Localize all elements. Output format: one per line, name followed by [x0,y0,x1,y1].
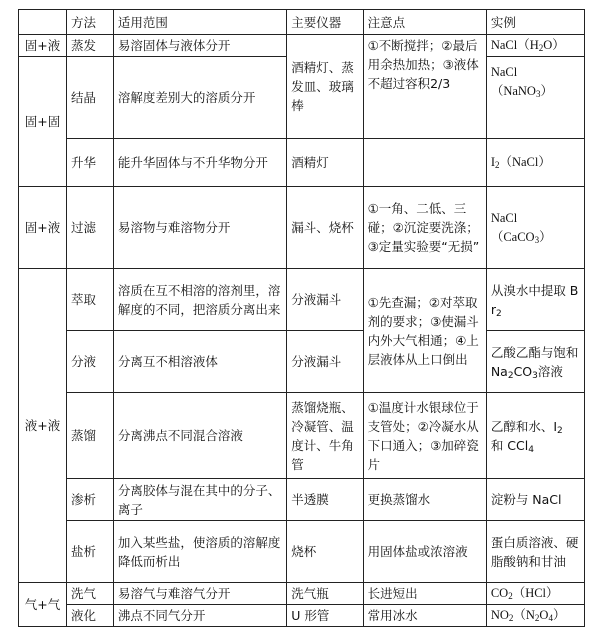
example-cell: 蛋白质溶液、硬脂酸钠和甘油 [486,521,584,583]
table-row-separation [19,331,585,393]
group-solid-solid: 固+固 [19,57,67,187]
method-cell: 洗气 [66,583,113,605]
scope-cell: 易溶物与难溶物分开 [113,187,286,269]
scope-cell: 溶解度差别大的溶质分开 [113,57,286,139]
scope-cell: 分离沸点不同混合溶液 [113,393,286,479]
table-row-gas-washing [19,583,585,605]
example-cell: 乙酸乙酯与饱和 $Na_2CO_3$溶液 [486,331,584,393]
example-cell: $NO_2(N_2O_4)$ [486,605,584,627]
table-row-distillation [19,393,585,479]
table-row-sublimation [19,139,585,187]
instruments-cell: 烧杯 [287,521,363,583]
instruments-cell: 分液漏斗 [287,331,363,393]
method-cell: 结晶 [66,57,113,139]
header-example: 实例 [486,10,584,35]
scope-cell: 能升华固体与不升华物分开 [113,139,286,187]
method-cell: 液化 [66,605,113,627]
table-row-dialysis [19,479,585,521]
table-row-liquefaction [19,605,585,627]
example-cell: $I_2(NaCl)$ [486,139,584,187]
method-cell: 蒸馏 [66,393,113,479]
notes-cell: ①温度计水银球位于支管处；②冷凝水从下口通入；③加碎瓷片 [363,393,486,479]
example-cell: $CO_2(HCl)$ [486,583,584,605]
method-cell: 分液 [66,331,113,393]
instruments-cell: 酒精灯 [287,139,363,187]
method-cell: 渗析 [66,479,113,521]
table-row-extraction [19,269,585,331]
scope-cell: 易溶固体与液体分开 [113,35,286,57]
scope-cell: 分离胶体与混在其中的分子、离子 [113,479,286,521]
notes-cell: 用固体盐或浓溶液 [363,521,486,583]
method-cell: 盐析 [66,521,113,583]
header-row [19,10,585,35]
group-solid-liquid: 固+液 [19,35,67,57]
method-cell: 过滤 [66,187,113,269]
notes-cell: 更换蒸馏水 [363,479,486,521]
example-cell: 淀粉与 NaCl [486,479,584,521]
notes-cell: ①一角、二低、三碰；②沉淀要洗涤；③定量实验要“无损” [363,187,486,269]
scope-cell: 溶质在互不相溶的溶剂里，溶解度的不同，把溶质分离出来 [113,269,286,331]
header-category [19,10,67,35]
table-row-filtration [19,187,585,269]
notes-cell [363,139,486,187]
group-solid-liquid-2: 固+液 [19,187,67,269]
separation-methods-table [18,9,585,627]
notes-cell: 长进短出 [363,583,486,605]
header-instruments: 主要仪器 [287,10,363,35]
instruments-cell: 酒精灯、蒸发皿、玻璃棒 [287,35,363,139]
example-cell: 乙醇和水、$I_2$ 和 CCl$_4$ [486,393,584,479]
notes-cell: ①先查漏；②对萃取剂的要求；③使漏斗内外大气相通；④上层液体从上口倒出 [363,269,486,393]
instruments-cell: 洗气瓶 [287,583,363,605]
scope-cell: 沸点不同气分开 [113,605,286,627]
header-notes: 注意点 [363,10,486,35]
table-row-evaporation [19,35,585,57]
header-method: 方法 [66,10,113,35]
instruments-cell: 分液漏斗 [287,269,363,331]
instruments-cell: 半透膜 [287,479,363,521]
scope-cell: 加入某些盐，使溶质的溶解度降低而析出 [113,521,286,583]
header-scope: 适用范围 [113,10,286,35]
example-cell: $NaCl(H_2O)$ [486,35,584,57]
example-cell: NaCl （NaNO$_3$） [486,57,584,139]
group-liquid-liquid: 液+液 [19,269,67,583]
group-gas-gas: 气+气 [19,583,67,627]
method-cell: 蒸发 [66,35,113,57]
scope-cell: 易溶气与难溶气分开 [113,583,286,605]
table-row-salting-out [19,521,585,583]
example-cell: NaCl （CaCO$_3$） [486,187,584,269]
method-cell: 升华 [66,139,113,187]
instruments-cell: U 形管 [287,605,363,627]
example-cell: 从溴水中提取 $Br_2$ [486,269,584,331]
instruments-cell: 蒸馏烧瓶、冷凝管、温度计、牛角管 [287,393,363,479]
method-cell: 萃取 [66,269,113,331]
instruments-cell: 漏斗、烧杯 [287,187,363,269]
scope-cell: 分离互不相溶液体 [113,331,286,393]
notes-cell: 常用冰水 [363,605,486,627]
notes-cell: ①不断搅拌；②最后用余热加热；③液体不超过容积2/3 [363,35,486,139]
